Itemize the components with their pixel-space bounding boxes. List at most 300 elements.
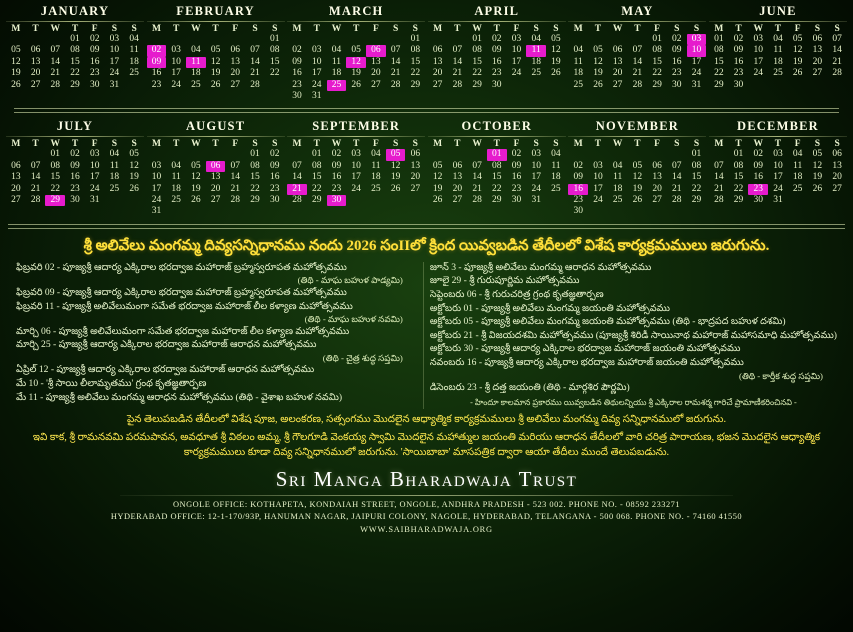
day-cell: 09 xyxy=(331,160,342,171)
day-grid xyxy=(6,34,144,91)
event-tithi: (తిథి - మాఘ బహుళ పాడ్యమి) xyxy=(297,275,403,286)
day-cell: 28 xyxy=(230,195,241,206)
day-cell: 03 xyxy=(171,45,181,56)
weekday-label: S xyxy=(674,24,680,34)
day-cell: 03 xyxy=(351,149,361,160)
day-grid xyxy=(287,149,425,206)
weekday-header xyxy=(6,24,144,34)
day-cell: 03 xyxy=(312,45,322,56)
day-cell: 15 xyxy=(714,56,724,67)
day-cell: 12 xyxy=(191,172,201,183)
day-cell: 25 xyxy=(573,79,583,90)
day-cell: 05 xyxy=(551,34,561,44)
day-cell: 12 xyxy=(390,160,401,171)
day-cell-highlighted: 11 xyxy=(526,45,546,56)
weekday-label: S xyxy=(412,139,418,150)
day-cell: 19 xyxy=(191,183,201,194)
month-rule xyxy=(287,21,425,22)
month-june xyxy=(709,4,847,102)
day-cell: 08 xyxy=(269,45,280,56)
day-cell: 30 xyxy=(573,206,583,217)
day-cell: 08 xyxy=(410,45,421,56)
day-cell: 09 xyxy=(573,172,583,183)
weekday-label: W xyxy=(472,139,482,150)
day-cell: 07 xyxy=(292,160,302,171)
calendar-divider xyxy=(14,108,839,113)
day-cell: 13 xyxy=(452,172,463,183)
day-cell: 22 xyxy=(250,183,260,194)
weekday-label: S xyxy=(111,24,118,34)
weekday-label: M xyxy=(151,139,161,150)
day-cell: 06 xyxy=(812,34,823,44)
day-cell: 27 xyxy=(612,79,623,90)
day-cell: 07 xyxy=(832,34,842,44)
day-cell: 03 xyxy=(89,149,100,160)
day-empty xyxy=(608,149,628,160)
day-cell: 03 xyxy=(753,34,763,44)
day-cell: 16 xyxy=(331,172,342,183)
weekday-label: T xyxy=(774,139,782,150)
weekday-label: S xyxy=(272,139,278,150)
weekday-label: T xyxy=(313,24,320,34)
day-cell: 24 xyxy=(753,68,763,79)
day-cell: 21 xyxy=(50,68,61,79)
day-cell: 20 xyxy=(410,172,421,183)
event-item: నవంబరు 16 - పూజ్యశ్రీ ఆదార్య ఎక్కిరాల భరద్వాజ మహారాజ్ జయంతి మహోత్సవము xyxy=(429,357,744,369)
weekday-label: S xyxy=(131,24,137,34)
day-cell: 02 xyxy=(672,34,682,44)
weekday-label: S xyxy=(131,139,137,150)
day-cell: 14 xyxy=(30,172,41,183)
day-empty xyxy=(608,34,628,45)
day-empty xyxy=(447,149,467,160)
day-cell: 27 xyxy=(452,195,463,206)
day-cell: 17 xyxy=(531,172,541,183)
day-cell: 31 xyxy=(151,206,162,217)
weekday-label: W xyxy=(331,24,342,34)
day-empty xyxy=(6,149,26,160)
day-cell: 18 xyxy=(573,68,583,79)
day-cell: 23 xyxy=(492,68,502,79)
weekday-label: T xyxy=(353,24,360,34)
month-march xyxy=(287,4,425,102)
day-cell: 13 xyxy=(30,56,41,67)
day-empty xyxy=(346,34,366,45)
event-item: అక్టోబరు 30 - పూజ్యశ్రీ ఆదార్య ఎక్కిరాల భరద్వాజ మహారాజ్ జయంతి మహోత్సవము xyxy=(429,343,741,355)
day-cell: 14 xyxy=(390,56,401,67)
day-cell: 22 xyxy=(312,183,322,194)
day-cell: 31 xyxy=(691,79,702,90)
month-name: DECEMBER xyxy=(737,119,819,134)
event-item: సెప్టెంబరు 06 - శ్రీ గురుచరిత్ర గ్రంథ కృతజ్ఞతార్పణ xyxy=(429,289,604,301)
day-cell: 13 xyxy=(812,45,823,56)
day-cell: 30 xyxy=(492,79,502,90)
day-empty xyxy=(206,34,226,45)
day-cell: 03 xyxy=(109,34,120,44)
day-cell: 04 xyxy=(612,160,623,171)
weekday-label: W xyxy=(612,24,623,34)
day-cell: 23 xyxy=(733,68,744,79)
day-empty xyxy=(147,34,167,45)
event-tithi: (తిథి - మాఘ బహుళ నవమి) xyxy=(304,314,403,325)
day-cell: 01 xyxy=(50,149,61,160)
day-cell: 28 xyxy=(250,79,260,90)
day-cell: 08 xyxy=(691,160,702,171)
event-item: మే 10 - 'శ్రీ సాయి లీలామృతము' గ్రంథ కృతజ్ఞతార్పణ xyxy=(16,377,207,389)
day-cell: 17 xyxy=(773,172,783,183)
weekday-label: S xyxy=(412,24,418,34)
weekday-label: W xyxy=(50,139,61,150)
weekday-label: S xyxy=(111,139,118,150)
day-cell: 14 xyxy=(452,56,463,67)
day-cell: 26 xyxy=(432,195,443,206)
day-cell: 25 xyxy=(792,183,803,194)
day-cell: 13 xyxy=(210,172,221,183)
weekday-header xyxy=(428,139,566,149)
tithi-note: - హిందూ కాలమాన ప్రకారము యివ్వబడిన తిథులన్నియు శ్రీ ఎక్కిరాల రామశర్మ గారిచే ప్రామాణీకరించినవి - xyxy=(470,397,797,407)
day-cell: 03 xyxy=(593,160,603,171)
day-cell: 23 xyxy=(292,79,302,90)
day-cell: 26 xyxy=(792,68,803,79)
event-item: ఏప్రిల్ 12 - పూజ్యశ్రీ ఆదార్య ఎక్కిరాల భరద్వాజ మహారాజ్ ఆరాధన మహోత్సవము xyxy=(16,364,315,376)
paragraph-two: ఇవి కాక, శ్రీ రామనవమి పరమపావన, అవధూత శ్రీ విఠలం అమ్మ, శ్రీ గౌలగూడి వెంకయ్య స్వామి మొదలైన మహాత్ముల జయంతి మరియు ఆరాధన తేదీలలో వారి చరిత్ర పారాయణ, భజన మొదలైన ఆధ్యాత్మిక కార్యక్రమములు కూడా దివ్య సన్నిధానములో జరుగును. 'సాయిబాబా' మాసపత్రిక ద్వారా ఆయా తేదీలు ముందే తెలుపబడును. xyxy=(32,432,821,458)
day-cell: 22 xyxy=(733,183,744,194)
day-cell: 15 xyxy=(472,56,482,67)
day-cell: 27 xyxy=(812,68,823,79)
section-divider xyxy=(8,224,845,229)
day-cell-highlighted: 01 xyxy=(487,149,507,160)
day-empty xyxy=(428,34,448,45)
weekday-label: T xyxy=(32,24,39,34)
day-cell: 29 xyxy=(70,79,80,90)
day-cell: 27 xyxy=(432,79,443,90)
day-empty xyxy=(447,34,467,45)
weekday-label: M xyxy=(292,24,302,34)
day-cell: 21 xyxy=(832,56,842,67)
day-cell: 04 xyxy=(371,149,381,160)
day-empty xyxy=(225,34,245,45)
weekday-label: S xyxy=(272,24,278,34)
day-cell: 12 xyxy=(792,45,803,56)
month-rule xyxy=(147,21,285,22)
weekday-label: T xyxy=(71,24,79,34)
day-cell: 07 xyxy=(230,160,241,171)
day-cell: 11 xyxy=(129,45,139,56)
day-cell: 06 xyxy=(432,45,443,56)
event-tithi: (తిథి - కార్తీక శుద్ధ సప్తమి) xyxy=(739,370,823,381)
day-cell: 06 xyxy=(30,45,41,56)
weekday-label: T xyxy=(774,24,782,34)
day-cell: 11 xyxy=(773,45,783,56)
day-cell: 17 xyxy=(691,56,702,67)
day-cell: 08 xyxy=(472,45,482,56)
weekday-label: T xyxy=(735,24,742,34)
day-cell: 09 xyxy=(733,45,744,56)
month-rule xyxy=(287,136,425,137)
day-cell-highlighted: 30 xyxy=(327,195,347,206)
weekday-header xyxy=(147,24,285,34)
weekday-label: W xyxy=(50,24,61,34)
day-cell: 26 xyxy=(191,195,201,206)
weekday-label: T xyxy=(212,24,219,34)
day-empty xyxy=(467,149,487,160)
event-item: ఫిబ్రవరి 09 - పూజ్యశ్రీ ఆదార్య ఎక్కిరాల భరద్వాజ మహారాజ్ బ్రహ్మస్వరూపత మహోత్సవము xyxy=(16,286,347,298)
month-october xyxy=(428,119,566,217)
day-cell: 30 xyxy=(70,195,80,206)
day-cell: 25 xyxy=(129,68,139,79)
day-cell: 18 xyxy=(191,68,201,79)
day-cell: 25 xyxy=(109,183,120,194)
day-cell: 10 xyxy=(773,160,783,171)
day-cell: 27 xyxy=(652,195,662,206)
day-cell: 23 xyxy=(70,183,80,194)
day-cell: 31 xyxy=(312,91,322,102)
day-cell: 01 xyxy=(652,34,662,44)
day-cell: 05 xyxy=(11,45,21,56)
event-tithi: (తిథి - చైత్ర శుద్ధ సప్తమి) xyxy=(322,352,403,363)
weekday-label: W xyxy=(331,139,342,150)
day-cell: 25 xyxy=(551,183,561,194)
day-grid xyxy=(709,149,847,206)
day-cell: 10 xyxy=(151,172,162,183)
day-cell: 28 xyxy=(714,195,724,206)
day-cell: 07 xyxy=(472,160,482,171)
day-cell: 16 xyxy=(70,172,80,183)
day-cell: 25 xyxy=(773,68,783,79)
day-cell: 17 xyxy=(151,183,162,194)
weekday-header xyxy=(147,139,285,149)
day-cell: 07 xyxy=(250,45,260,56)
day-cell: 22 xyxy=(691,183,702,194)
day-cell: 02 xyxy=(70,149,80,160)
day-cell: 06 xyxy=(652,160,662,171)
weekday-label: S xyxy=(252,24,258,34)
day-cell: 09 xyxy=(292,56,302,67)
day-cell: 12 xyxy=(129,160,139,171)
day-cell: 30 xyxy=(733,79,744,90)
day-cell: 05 xyxy=(351,45,361,56)
day-cell: 26 xyxy=(812,183,823,194)
day-cell: 31 xyxy=(109,79,120,90)
weekday-label: F xyxy=(372,24,379,34)
day-cell: 02 xyxy=(331,149,342,160)
day-cell: 26 xyxy=(632,195,643,206)
weekday-label: T xyxy=(594,24,602,34)
weekday-label: T xyxy=(212,139,219,150)
weekday-label: W xyxy=(753,24,763,34)
weekday-label: F xyxy=(513,139,520,150)
day-cell: 09 xyxy=(753,160,763,171)
weekday-label: F xyxy=(372,139,379,150)
day-cell: 06 xyxy=(452,160,463,171)
weekday-label: S xyxy=(252,139,258,150)
weekday-label: S xyxy=(674,139,680,150)
day-cell: 22 xyxy=(714,68,724,79)
day-grid xyxy=(147,34,285,91)
day-empty xyxy=(166,34,186,45)
weekday-label: M xyxy=(714,24,724,34)
day-empty xyxy=(588,34,608,45)
calendar-row-first-half xyxy=(6,4,847,102)
day-cell: 31 xyxy=(531,195,541,206)
day-cell: 22 xyxy=(269,68,280,79)
day-cell: 12 xyxy=(632,172,643,183)
day-cell: 15 xyxy=(652,56,662,67)
day-empty xyxy=(628,34,648,45)
day-cell: 26 xyxy=(593,79,603,90)
day-cell: 17 xyxy=(351,172,361,183)
day-cell: 02 xyxy=(292,45,302,56)
day-cell: 29 xyxy=(250,195,260,206)
day-cell: 10 xyxy=(109,45,120,56)
weekday-label: T xyxy=(313,139,320,150)
event-item: మార్చి 25 - పూజ్యశ్రీ ఆదార్య ఎక్కిరాల భరద్వాజ మహారాజ్ ఆరాధన మహోత్సవము xyxy=(16,339,317,351)
weekday-label: W xyxy=(191,24,201,34)
day-empty xyxy=(225,149,245,160)
event-item: అక్టోబరు 05 - పూజ్యశ్రీ అలివేలు మంగమ్మ జయంతి మహోత్సవము (తిథి - భాద్రపద బహుళ దశమి) xyxy=(429,316,786,328)
day-cell-highlighted: 10 xyxy=(687,45,707,56)
month-august xyxy=(147,119,285,217)
weekday-label: W xyxy=(191,139,201,150)
day-cell: 13 xyxy=(612,56,623,67)
day-cell: 20 xyxy=(452,183,463,194)
day-cell: 18 xyxy=(551,172,561,183)
day-cell: 30 xyxy=(292,91,302,102)
day-cell: 22 xyxy=(492,183,502,194)
day-cell: 04 xyxy=(773,34,783,44)
day-cell: 16 xyxy=(269,172,280,183)
month-name: FEBRUARY xyxy=(176,4,255,18)
day-cell: 26 xyxy=(210,79,221,90)
day-cell: 13 xyxy=(832,160,842,171)
day-cell: 14 xyxy=(714,172,724,183)
day-cell: 25 xyxy=(612,195,623,206)
day-cell: 06 xyxy=(11,160,21,171)
day-cell: 28 xyxy=(452,79,463,90)
day-cell: 09 xyxy=(269,160,280,171)
day-cell: 24 xyxy=(109,68,120,79)
day-empty xyxy=(647,149,667,160)
events-section xyxy=(0,262,853,409)
day-cell: 28 xyxy=(50,79,61,90)
weekday-label: T xyxy=(32,139,39,150)
day-cell: 12 xyxy=(551,45,561,56)
day-cell: 09 xyxy=(672,45,682,56)
day-cell: 27 xyxy=(11,195,21,206)
day-cell: 10 xyxy=(531,160,541,171)
day-cell: 10 xyxy=(753,45,763,56)
day-cell-highlighted: 23 xyxy=(748,184,768,195)
weekday-label: T xyxy=(634,24,641,34)
event-item: అక్టోబరు 21 - శ్రీ విజయదశమి మహోత్సవము (పూజ్యశ్రీ శిరిడీ సాయినాథ మహారాజ్ మహాసమాధి మహోత్సవము) xyxy=(429,329,837,341)
day-cell: 12 xyxy=(210,56,221,67)
day-cell: 19 xyxy=(210,68,221,79)
day-empty xyxy=(667,149,687,160)
day-cell: 21 xyxy=(230,183,241,194)
month-name: APRIL xyxy=(474,4,520,18)
day-cell: 28 xyxy=(472,195,482,206)
event-item: ఫిబ్రవరి 02 - పూజ్యశ్రీ ఆదార్య ఎక్కిరాల భరద్వాజ మహారాజ్ బ్రహ్మస్వరూపత మహోత్సవము xyxy=(16,261,347,273)
day-cell: 20 xyxy=(11,183,21,194)
day-cell: 30 xyxy=(753,195,763,206)
day-empty xyxy=(166,149,186,160)
day-cell: 02 xyxy=(492,34,502,44)
weekday-label: T xyxy=(353,139,360,150)
day-cell: 22 xyxy=(70,68,80,79)
day-cell: 23 xyxy=(573,195,583,206)
day-cell: 04 xyxy=(171,160,181,171)
day-cell: 16 xyxy=(672,56,682,67)
day-cell: 18 xyxy=(129,56,139,67)
weekday-label: S xyxy=(814,24,821,34)
weekday-header xyxy=(709,139,847,149)
day-cell: 01 xyxy=(472,34,482,44)
day-grid xyxy=(428,34,566,91)
weekday-label: M xyxy=(11,24,21,34)
day-cell: 13 xyxy=(371,56,381,67)
month-february xyxy=(147,4,285,102)
month-rule xyxy=(568,136,706,137)
day-grid xyxy=(147,149,285,217)
day-cell: 22 xyxy=(652,68,662,79)
weekday-label: M xyxy=(292,139,302,150)
day-cell: 24 xyxy=(351,183,361,194)
day-cell: 29 xyxy=(691,195,702,206)
event-item: మార్చి 06 - పూజ్యశ్రీ అలివేలుమంగా సమేత భరద్వాజ మహారాజ్ లీల కళ్యాణ మహోత్సవము xyxy=(16,325,350,337)
day-cell: 03 xyxy=(531,149,541,160)
day-cell: 20 xyxy=(612,68,623,79)
weekday-label: M xyxy=(573,139,583,150)
day-cell: 09 xyxy=(70,160,80,171)
day-cell: 20 xyxy=(832,172,842,183)
day-cell: 17 xyxy=(593,183,603,194)
day-cell: 11 xyxy=(613,172,623,183)
day-cell: 25 xyxy=(371,183,381,194)
day-grid xyxy=(709,34,847,91)
day-cell: 01 xyxy=(269,34,280,44)
day-cell: 05 xyxy=(191,160,201,171)
day-cell: 17 xyxy=(171,68,181,79)
day-cell: 18 xyxy=(171,183,181,194)
day-cell: 08 xyxy=(50,160,61,171)
day-cell: 24 xyxy=(691,68,702,79)
day-cell: 21 xyxy=(390,68,401,79)
day-cell: 08 xyxy=(250,160,260,171)
day-cell: 27 xyxy=(832,183,842,194)
day-cell: 20 xyxy=(371,68,381,79)
day-cell: 18 xyxy=(371,172,381,183)
day-cell: 08 xyxy=(733,160,744,171)
day-cell: 11 xyxy=(793,160,803,171)
weekday-label: M xyxy=(433,24,443,34)
weekday-label: F xyxy=(232,24,239,34)
day-cell: 05 xyxy=(812,149,823,160)
day-cell: 22 xyxy=(50,183,61,194)
weekday-header xyxy=(6,139,144,149)
weekday-label: M xyxy=(573,24,583,34)
day-cell-highlighted: 21 xyxy=(287,184,307,195)
month-rule xyxy=(709,136,847,137)
day-cell: 20 xyxy=(432,68,443,79)
day-cell-highlighted: 06 xyxy=(366,45,386,56)
day-cell: 12 xyxy=(812,160,823,171)
day-cell: 28 xyxy=(632,79,643,90)
day-cell: 26 xyxy=(11,79,21,90)
day-cell: 24 xyxy=(531,183,541,194)
website-url[interactable]: WWW.SAIBHARADWAJA.ORG xyxy=(360,524,493,534)
event-item: ఫిబ్రవరి 11 - పూజ్యశ్రీ అలివేలుమంగా సమేత భరద్వాజ మహారాజ్ లీల కళ్యాణ మహోత్సవము xyxy=(16,300,353,312)
day-cell-highlighted: 06 xyxy=(206,161,226,172)
